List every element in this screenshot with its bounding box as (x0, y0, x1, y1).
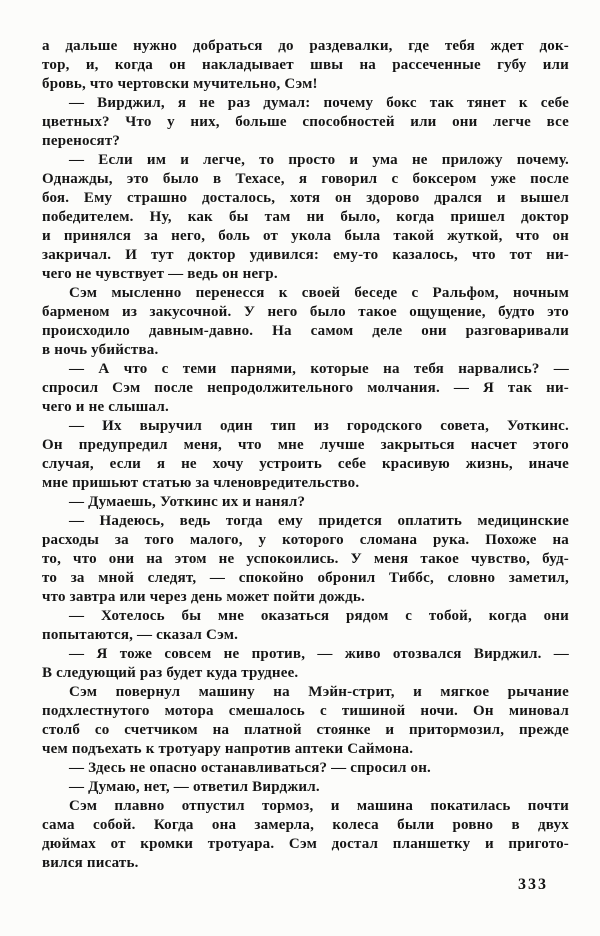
text-line: дюймах от кромки тротуара. Сэм достал планшетку и пригото- (42, 836, 569, 852)
text-line: происходило давным-давно. На самом деле они разговаривали (42, 323, 569, 339)
text-line: — Надеюсь, ведь тогда ему придется оплатить медицинские (69, 513, 569, 529)
text-line: сама собой. Когда она замерла, колеса были ровно в двух (42, 817, 569, 833)
text-line: а дальше нужно добраться до раздевалки, где тебя ждет док- (42, 38, 569, 54)
text-line: чего и не слышал. (42, 399, 169, 415)
text-line: — Я тоже совсем не против, — живо отозвался Вирджил. — (69, 646, 569, 662)
text-line: то за мной следят, — спокойно обронил Тиббс, словно заметил, (42, 570, 569, 586)
text-line: закричал. И тут доктор удивился: ему-то казалось, что тот ни- (42, 247, 569, 263)
text-line: чего не чувствует — ведь он негр. (42, 266, 278, 282)
text-line: — Здесь не опасно останавливаться? — спросил он. (69, 760, 432, 776)
text-line: то, что они на этом не успокоились. У меня такое чувство, буд- (42, 551, 569, 567)
text-line: боя. Ему страшно досталось, хотя он здорово дрался и вышел (42, 190, 569, 206)
text-line: мне пришьют статью за членовредительство. (42, 475, 360, 491)
text-line: вился писать. (42, 855, 139, 871)
text-line: победителем. Ну, как бы там ни было, когда пришел доктор (42, 209, 569, 225)
text-line: цветных? Что у них, больше способностей или они легче все (42, 114, 569, 130)
text-line: подхлестнутого мотора смешалось с тишиной ночи. Он миновал (42, 703, 569, 719)
text-line: попытаются, — сказал Сэм. (42, 627, 239, 643)
text-line: — Хотелось бы мне оказаться рядом с тобой, когда они (69, 608, 569, 624)
text-line: — Думаешь, Уоткинс их и нанял? (69, 494, 306, 510)
text-line: бровь, что чертовски мучительно, Сэм! (42, 76, 318, 92)
text-line: спросил Сэм после непродолжительного молчания. — Я так ни- (42, 380, 569, 396)
text-line: — Думаю, нет, — ответил Вирджил. (69, 779, 320, 795)
text-line: Сэм мысленно перенесся к своей беседе с Ральфом, ночным (69, 285, 569, 301)
page-number: 333 (518, 876, 548, 893)
text-line: чем подъехать к тротуару напротив аптеки Саймона. (42, 741, 414, 757)
text-line: — Вирджил, я не раз думал: почему бокс так тянет к себе (69, 95, 569, 111)
text-line: Сэм повернул машину на Мэйн-стрит, и мягкое рычание (69, 684, 569, 700)
text-line: случая, если я не хочу устроить себе красивую жизнь, иначе (42, 456, 569, 472)
text-line: Однажды, это было в Техасе, я говорил с боксером уже после (42, 171, 569, 187)
body-text (42, 37, 569, 873)
text-line: и принялся за него, боль от укола была такой жуткой, что он (42, 228, 569, 244)
text-line: — Если им и легче, то просто и ума не приложу почему. (69, 152, 569, 168)
text-line: — А что с теми парнями, которые на тебя нарвались? — (69, 361, 569, 377)
text-line: Сэм плавно отпустил тормоз, и машина покатилась почти (69, 798, 569, 814)
text-line: в ночь убийства. (42, 342, 159, 358)
text-line: расходы за того малого, у которого сломана рука. Похоже на (42, 532, 569, 548)
text-line: что завтра или через день может пойти дождь. (42, 589, 366, 605)
text-line: барменом из закусочной. У него было такое ощущение, будто это (42, 304, 569, 320)
text-line: В следующий раз будет куда труднее. (42, 665, 299, 681)
text-line: Он предупредил меня, что мне лучше закрыться насчет этого (42, 437, 569, 453)
text-line: столб со счетчиком на платной стоянке и притормозил, прежде (42, 722, 569, 738)
text-line: — Их выручил один тип из городского совета, Уоткинс. (69, 418, 569, 434)
text-line: переносят? (42, 133, 121, 149)
text-line: тор, и, когда он накладывает швы на рассеченные губу или (42, 57, 569, 73)
